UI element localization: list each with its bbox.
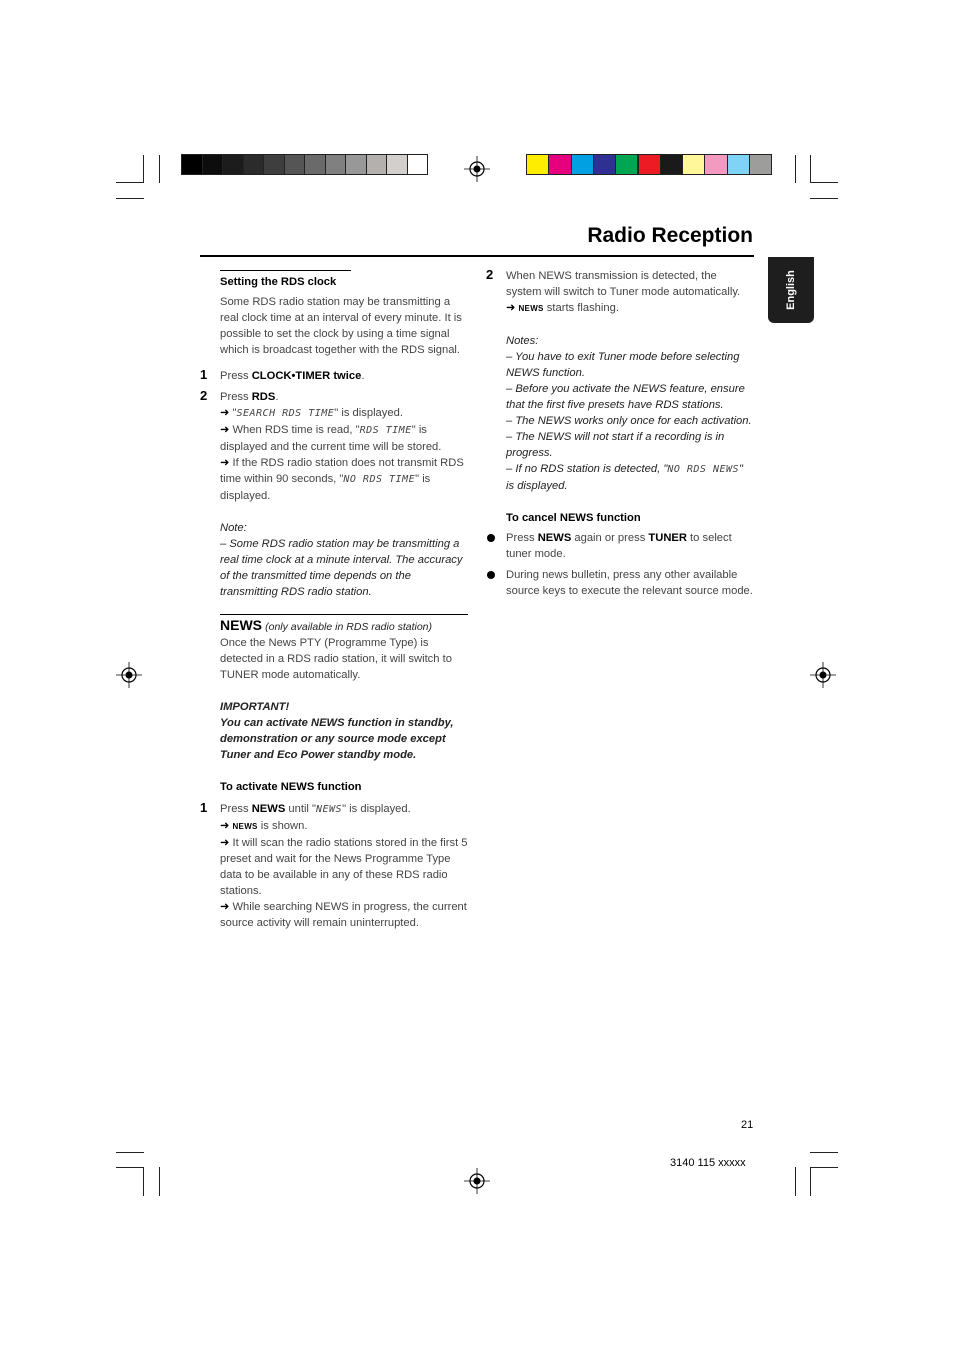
text: " (229, 407, 237, 419)
text: Press (220, 370, 252, 382)
calibration-swatch (682, 154, 705, 175)
calibration-swatch (202, 154, 224, 175)
step-number: 1 (200, 367, 208, 382)
calibration-swatch (593, 154, 616, 175)
cancel-item2: During news bulletin, press any other available source keys to execute the relevant source mode. (506, 569, 753, 597)
arrow-icon: ➜ (506, 302, 516, 314)
calibration-swatch (345, 154, 367, 175)
text: When NEWS transmission is detected, the system will switch to Tuner mode automatically. (506, 270, 741, 298)
text: " is displayed. (342, 803, 411, 815)
text: to select tuner mode. (506, 532, 732, 560)
calibration-swatch (304, 154, 326, 175)
display-text: NO RDS NEWS (667, 464, 740, 475)
text: starts flashing. (543, 302, 619, 314)
language-tab (768, 257, 814, 323)
bullet-icon (487, 534, 495, 542)
text: While searching NEWS in progress, the current source activity will remain uninterrupted. (220, 901, 467, 929)
activate-step2 (506, 268, 754, 526)
registration-mark-icon (810, 662, 836, 688)
display-text: NEWS (316, 804, 343, 815)
rds-clock-step2 (220, 389, 468, 600)
key-label: CLOCK•TIMER twice (251, 370, 362, 382)
rds-clock-intro: Some RDS radio station may be transmitting a real clock time at an interval of every minute. It is possible to set the clock by using a time signal which is broadcast together with the RDS signal. (220, 296, 462, 356)
news-intro: Once the News PTY (Programme Type) is detected in a RDS radio station, it will switch to TUNER mode automatically. (220, 637, 452, 681)
key-label: RDS (251, 391, 276, 403)
important-text: You can activate NEWS function in standby, demonstration or any source mode except Tuner and Eco Power standby mode. (220, 717, 454, 761)
note-text: – The NEWS will not start if a recording is in progress. (506, 431, 725, 459)
display-indicator: NEWS (518, 304, 544, 313)
calibration-swatch (615, 154, 638, 175)
language-tab-label: English (785, 270, 797, 310)
cancel-heading: To cancel NEWS function (506, 512, 641, 524)
text: When RDS time is read, " (229, 424, 360, 436)
key-label: NEWS (251, 803, 286, 815)
news-subheading: (only available in RDS radio station) (265, 621, 433, 633)
calibration-swatch (325, 154, 347, 175)
page-number: 21 (741, 1119, 754, 1131)
display-text: SEARCH RDS TIME (236, 408, 335, 419)
arrow-icon: ➜ (220, 837, 230, 849)
arrow-icon: ➜ (220, 457, 230, 469)
text: . (275, 391, 279, 403)
text: " is displayed. (506, 463, 744, 492)
title-rule (200, 255, 754, 257)
activate-heading: To activate NEWS function (220, 781, 362, 793)
page-title: Radio Reception (587, 224, 753, 247)
notes-label: Notes: (506, 335, 539, 347)
text: Press (220, 391, 252, 403)
note-text: – The NEWS works only once for each activation. (506, 415, 752, 427)
calibration-swatch (638, 154, 661, 175)
step-number: 1 (200, 800, 208, 815)
arrow-icon: ➜ (220, 424, 230, 436)
key-label: NEWS (537, 532, 572, 544)
calibration-swatch (243, 154, 265, 175)
key-label: TUNER (648, 532, 687, 544)
calibration-swatch (548, 154, 571, 175)
rds-clock-heading: Setting the RDS clock (220, 276, 337, 288)
text: " is displayed. (334, 407, 403, 419)
calibration-swatch (704, 154, 727, 175)
rds-clock-step1 (220, 368, 468, 384)
calibration-swatch (386, 154, 408, 175)
text: is shown. (257, 820, 308, 832)
important-label: IMPORTANT! (220, 701, 290, 713)
section-rule (220, 614, 468, 615)
step-number: 2 (486, 267, 494, 282)
registration-mark-icon (464, 156, 490, 182)
text: It will scan the radio stations stored in the first 5 preset and wait for the News Programme Type data to be available in any of these RDS radio stations. (220, 837, 468, 897)
bullet-icon (487, 571, 495, 579)
text: again or press (571, 532, 649, 544)
news-heading: NEWS (220, 617, 262, 633)
document-code: 3140 115 xxxxx (670, 1157, 746, 1169)
calibration-swatch (263, 154, 285, 175)
registration-mark-icon (464, 1168, 490, 1194)
calibration-swatch (222, 154, 244, 175)
text: – If no RDS station is detected, " (506, 463, 668, 475)
arrow-icon: ➜ (220, 820, 230, 832)
calibration-swatch (727, 154, 750, 175)
calibration-swatch (749, 154, 772, 175)
text: Press (506, 532, 538, 544)
calibration-swatch (571, 154, 594, 175)
calibration-swatch (660, 154, 683, 175)
section-rule (220, 270, 351, 271)
arrow-icon: ➜ (220, 901, 230, 913)
calibration-swatch (407, 154, 429, 175)
calibration-swatch (284, 154, 306, 175)
text: If the RDS radio station does not transmit RDS time within 90 seconds, " (220, 457, 464, 485)
display-text: RDS TIME (359, 425, 412, 436)
note-label: Note: (220, 522, 247, 534)
display-indicator: NEWS (232, 822, 258, 831)
calibration-swatch (366, 154, 388, 175)
step-number: 2 (200, 388, 208, 403)
note-text: – You have to exit Tuner mode before selecting NEWS function. (506, 351, 740, 379)
note-text: – Some RDS radio station may be transmitting a real time clock at a minute interval. The accuracy of the transmitted time depends on the transmitting RDS radio station. (220, 538, 463, 598)
text: . (361, 370, 365, 382)
text: Press (220, 803, 252, 815)
display-text: NO RDS TIME (343, 474, 416, 485)
registration-mark-icon (116, 662, 142, 688)
text: until " (285, 803, 316, 815)
calibration-swatch (181, 154, 203, 175)
note-text: – Before you activate the NEWS feature, ensure that the first five presets have RDS stations. (506, 383, 745, 411)
arrow-icon: ➜ (220, 407, 230, 419)
text: " is displayed and the current time will be stored. (220, 424, 442, 453)
text: " is displayed. (220, 473, 431, 502)
cancel-item1 (506, 530, 754, 562)
calibration-swatch (526, 154, 549, 175)
activate-step1 (220, 801, 468, 931)
